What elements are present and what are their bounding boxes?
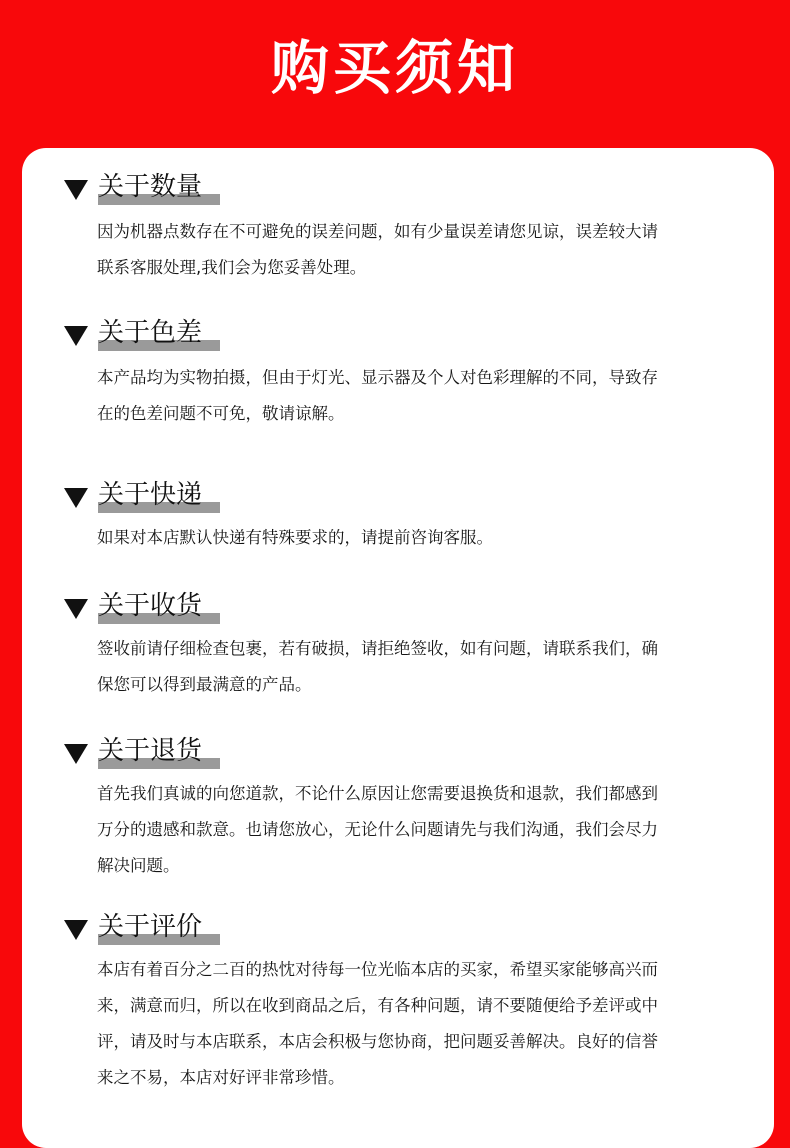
section-heading-text: 关于评价 bbox=[98, 912, 203, 942]
triangle-down-icon bbox=[64, 326, 88, 346]
body-line: 本产品均为实物拍摄，但由于灯光、显示器及个人对色彩理解的不同，导致存 bbox=[97, 368, 658, 387]
body-line: 万分的遗感和款意。也请您放心，无论什么问题请先与我们沟通，我们会尽力 bbox=[97, 820, 658, 839]
page-title: 购买须知 bbox=[270, 34, 519, 102]
body-line: 本店有着百分之二百的热忱对待每一位光临本店的买家，希望买家能够高兴而 bbox=[97, 960, 658, 979]
body-line: 解决问题。 bbox=[97, 856, 180, 875]
body-line: 来之不易，本店对好评非常珍惜。 bbox=[97, 1068, 345, 1087]
section-heading-text: 关于退货 bbox=[98, 736, 203, 766]
triangle-down-icon bbox=[64, 180, 88, 200]
section-body bbox=[97, 214, 747, 286]
notice-card bbox=[22, 148, 774, 1148]
triangle-down-icon bbox=[64, 920, 88, 940]
section-heading-text: 关于收货 bbox=[98, 591, 203, 621]
section-body bbox=[97, 776, 747, 884]
body-line: 来，满意而归，所以在收到商品之后，有各种问题，请不要随便给予差评或中 bbox=[97, 996, 658, 1015]
body-line: 在的色差问题不可免，敬请谅解。 bbox=[97, 404, 345, 423]
section-body bbox=[97, 631, 747, 703]
body-line: 首先我们真诚的向您道款，不论什么原因让您需要退换货和退款，我们都感到 bbox=[97, 784, 658, 803]
body-line: 联系客服处理,我们会为您妥善处理。 bbox=[97, 258, 367, 277]
body-line: 如果对本店默认快递有特殊要求的，请提前咨询客服。 bbox=[97, 528, 493, 547]
triangle-down-icon bbox=[64, 599, 88, 619]
section-heading-text: 关于数量 bbox=[98, 172, 203, 202]
section-body bbox=[97, 520, 747, 556]
section-body bbox=[97, 952, 747, 1096]
section-heading-text: 关于快递 bbox=[98, 480, 203, 510]
section-heading-text: 关于色差 bbox=[98, 318, 203, 348]
body-line: 因为机器点数存在不可避免的误差问题，如有少量误差请您见谅，误差较大请 bbox=[97, 222, 658, 241]
body-line: 评，请及时与本店联系，本店会积极与您协商，把问题妥善解决。良好的信誉 bbox=[97, 1032, 658, 1051]
section-body bbox=[97, 360, 747, 432]
body-line: 签收前请仔细检查包裹，若有破损，请拒绝签收，如有问题，请联系我们，确 bbox=[97, 639, 658, 658]
body-line: 保您可以得到最满意的产品。 bbox=[97, 675, 312, 694]
triangle-down-icon bbox=[64, 488, 88, 508]
triangle-down-icon bbox=[64, 744, 88, 764]
